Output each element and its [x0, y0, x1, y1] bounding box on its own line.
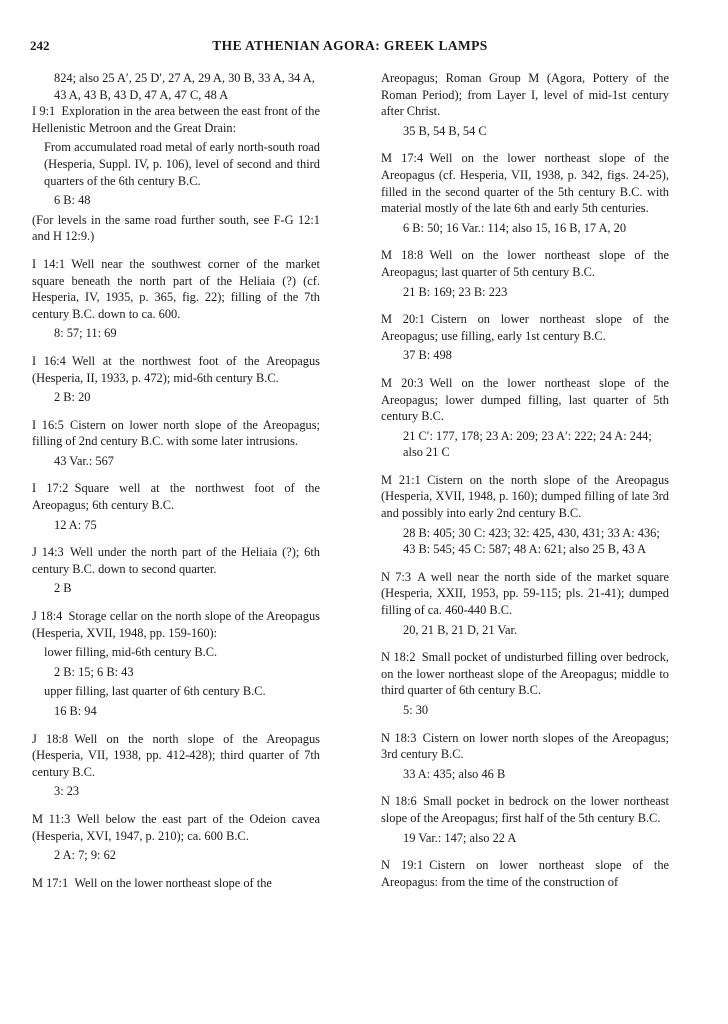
- entry-subtext: upper filling, last quarter of 6th century B.C.: [44, 684, 266, 699]
- lamp-references: 2 B: 15; 6 B: 43: [54, 664, 134, 679]
- lamp-references: 20, 21 B, 21 D, 21 Var.: [403, 622, 518, 637]
- deposit-code: I 9:1: [32, 104, 56, 119]
- entry-description: [381, 150, 669, 216]
- lamp-references: 28 B: 405; 30 C: 423; 32: 425, 430, 431; 33 A: 436; 43 B: 545; 45 C: 587; 48 A: 621; also 25 B, 43 A: [403, 525, 660, 557]
- deposit-code: M 20:1: [381, 312, 425, 327]
- entry-description: [32, 731, 320, 781]
- entry-description: [32, 353, 320, 386]
- lamp-references: 37 B: 498: [403, 348, 452, 363]
- right-entries: [381, 150, 669, 890]
- entry-subtext: lower filling, mid-6th century B.C.: [44, 645, 218, 660]
- entry-text: Cistern on lower northeast slope of the Areopagus: from the time of the construction of: [381, 858, 669, 889]
- deposit-entry: [381, 730, 669, 783]
- entry-text: Well on the lower northeast slope of the: [74, 875, 272, 890]
- deposit-entry: [381, 247, 669, 300]
- deposit-entry: [32, 875, 320, 892]
- left-entries: [32, 103, 320, 891]
- entry-description: [381, 857, 669, 890]
- entry-description: [381, 730, 669, 763]
- deposit-entry: [32, 608, 320, 720]
- entry-description: [32, 103, 320, 136]
- lamp-references: 3: 23: [54, 784, 80, 799]
- deposit-code: N 18:6: [381, 794, 417, 809]
- deposit-entry: [32, 103, 320, 245]
- lamp-references: 6 B: 48: [54, 193, 91, 208]
- deposit-code: J 18:8: [32, 731, 69, 746]
- entry-text: Well on the north slope of the Areopagus (Hesperia, VII, 1938, pp. 412-428); third quarter of 7th century B.C.: [32, 731, 320, 779]
- continuation-text: Areopagus; Roman Group M (Agora, Pottery of the Roman Period); from Layer I, level of mid-1st century after Christ.: [381, 71, 669, 119]
- lamp-references: 21 C′: 177, 178; 23 A: 209; 23 A′: 222; 24 A: 244; also 21 C: [403, 428, 652, 460]
- entry-text: Small pocket of undisturbed filling over bedrock, on the lower northeast slope of the Areopagus; middle to third quarter of 6th century B.C.: [381, 650, 669, 698]
- entry-text: Cistern on the north slope of the Areopagus (Hesperia, XVII, 1948, p. 160); dumped filling of late 3rd and possibly into early 2nd century B.C.: [381, 472, 669, 521]
- entry-description: [32, 256, 320, 322]
- deposit-code: I 16:5: [32, 417, 64, 432]
- entry-text: Small pocket in bedrock on the lower northeast slope of the Areopagus; first half of the 5th century B.C.: [381, 794, 669, 825]
- lamp-references: 6 B: 50; 16 Var.: 114; also 15, 16 B, 17 A, 20: [403, 220, 627, 235]
- deposit-code: N 18:2: [381, 650, 416, 665]
- running-title: THE ATHENIAN AGORA: GREEK LAMPS: [212, 38, 488, 53]
- deposit-entry: [381, 311, 669, 364]
- entry-text: Well under the north part of the Heliaia (?); 6th century B.C. down to second quarter.: [32, 545, 320, 576]
- entry-description: [32, 811, 320, 844]
- continuation-refs: 35 B, 54 B, 54 C: [403, 123, 487, 138]
- entry-description: [32, 544, 320, 577]
- deposit-code: N 7:3: [381, 569, 412, 584]
- entry-text: A well near the north side of the market square (Hesperia, XXII, 1953, pp. 59-115; pls. 21-41); dumped filling of ca. 460-440 B.C.: [381, 569, 669, 618]
- deposit-entry: [381, 793, 669, 846]
- deposit-code: M 21:1: [381, 472, 421, 487]
- entry-text: Square well at the northwest foot of the Areopagus; 6th century B.C.: [32, 481, 320, 513]
- entry-description: [381, 569, 669, 619]
- deposit-entry: [381, 569, 669, 638]
- deposit-entry: [32, 544, 320, 597]
- lamp-references: 2 B: 20: [54, 390, 91, 405]
- page-number: 242: [30, 38, 50, 53]
- lamp-references: 12 A: 75: [54, 517, 97, 532]
- entry-text: Well on the lower northeast slope of the Areopagus; lower dumped filling, last quarter of 5th century B.C.: [381, 375, 669, 424]
- deposit-code: M 11:3: [32, 811, 71, 826]
- deposit-entry: [32, 417, 320, 470]
- entry-description: [381, 311, 669, 344]
- lamp-references: 2 B: [54, 581, 72, 596]
- deposit-entry: [381, 649, 669, 718]
- entry-text: Well on the lower northeast slope of the Areopagus (cf. Hesperia, VII, 1938, p. 342, figs. 24-25), filled in the second quarter of the 5th century B.C. with material mostly of the late 6th and early 5th centuries.: [381, 151, 669, 216]
- lamp-references: 33 A: 435; also 46 B: [403, 766, 506, 781]
- deposit-entry: [32, 731, 320, 800]
- deposit-code: N 18:3: [381, 730, 417, 745]
- deposit-code: J 18:4: [32, 609, 63, 624]
- deposit-code: I 16:4: [32, 353, 66, 368]
- entry-note: (For levels in the same road further south, see F-G 12:1 and H 12:9.): [32, 212, 320, 244]
- entry-text: Well at the northwest foot of the Areopagus (Hesperia, II, 1933, p. 472); mid-6th century B.C.: [32, 353, 320, 385]
- entry-description: [381, 793, 669, 826]
- deposit-entry: [32, 811, 320, 864]
- lamp-references: 21 B: 169; 23 B: 223: [403, 284, 508, 299]
- entry-subtext: From accumulated road metal of early north-south road (Hesperia, Suppl. IV, p. 106), level of second and third quarters of the 6th century B.C.: [44, 140, 320, 188]
- deposit-entry: [381, 857, 669, 890]
- entry-description: [32, 417, 320, 450]
- entry-text: Exploration in the area between the east front of the Hellenistic Metroon and the Great Drain:: [32, 104, 320, 135]
- left-column: [32, 70, 320, 1015]
- lamp-references: 5: 30: [403, 703, 429, 717]
- deposit-code: M 18:8: [381, 248, 424, 263]
- entry-description: [381, 649, 669, 699]
- entry-text: Well on the lower northeast slope of the Areopagus; last quarter of 5th century B.C.: [381, 248, 669, 279]
- entry-description: [32, 480, 320, 513]
- entry-text: Cistern on lower north slope of the Areopagus; filling of 2nd century B.C. with some later intrusions.: [32, 417, 320, 449]
- right-column: [381, 70, 669, 1015]
- entry-text: Well near the southwest corner of the market square beneath the north part of the Heliaia (?) (cf. Hesperia, IV, 1935, p. 365, fig. 22); filling of the 7th century B.C. down to ca. 600.: [32, 256, 320, 321]
- entry-text: Storage cellar on the north slope of the Areopagus (Hesperia, XVII, 1948, pp. 159-160):: [32, 609, 320, 640]
- entry-description: [381, 472, 669, 522]
- page-header: [30, 38, 670, 58]
- entry-description: [32, 875, 320, 892]
- deposit-code: N 19:1: [381, 858, 424, 873]
- entry-description: [32, 608, 320, 641]
- deposit-code: I 17:2: [32, 481, 69, 496]
- lamp-references: 16 B: 94: [54, 704, 97, 718]
- deposit-code: M 20:3: [381, 375, 424, 390]
- entry-text: Well below the east part of the Odeion cavea (Hesperia, XVI, 1947, p. 210); ca. 600 B.C.: [32, 811, 320, 843]
- deposit-code: J 14:3: [32, 545, 64, 560]
- deposit-entry: [32, 480, 320, 533]
- deposit-code: I 14:1: [32, 256, 66, 271]
- entry-description: [381, 375, 669, 425]
- continuation-refs: 824; also 25 A′, 25 D′, 27 A, 29 A, 30 B, 33 A, 34 A, 43 A, 43 B, 43 D, 47 A, 47 C, 48 A: [54, 71, 315, 102]
- entry-text: Cistern on lower northeast slope of the Areopagus; use filling, early 1st century B.C.: [381, 312, 669, 343]
- deposit-entry: [32, 353, 320, 406]
- deposit-code: M 17:1: [32, 875, 69, 890]
- deposit-code: M 17:4: [381, 151, 424, 166]
- deposit-entry: [381, 472, 669, 558]
- lamp-references: 2 A: 7; 9: 62: [54, 848, 116, 863]
- deposit-entry: [381, 375, 669, 461]
- entry-text: Cistern on lower north slopes of the Areopagus; 3rd century B.C.: [381, 730, 669, 762]
- lamp-references: 19 Var.: 147; also 22 A: [403, 830, 517, 845]
- lamp-references: 43 Var.: 567: [54, 453, 115, 468]
- deposit-entry: [381, 150, 669, 236]
- entry-description: [381, 247, 669, 280]
- deposit-entry: [32, 256, 320, 342]
- lamp-references: 8: 57; 11: 69: [54, 326, 117, 341]
